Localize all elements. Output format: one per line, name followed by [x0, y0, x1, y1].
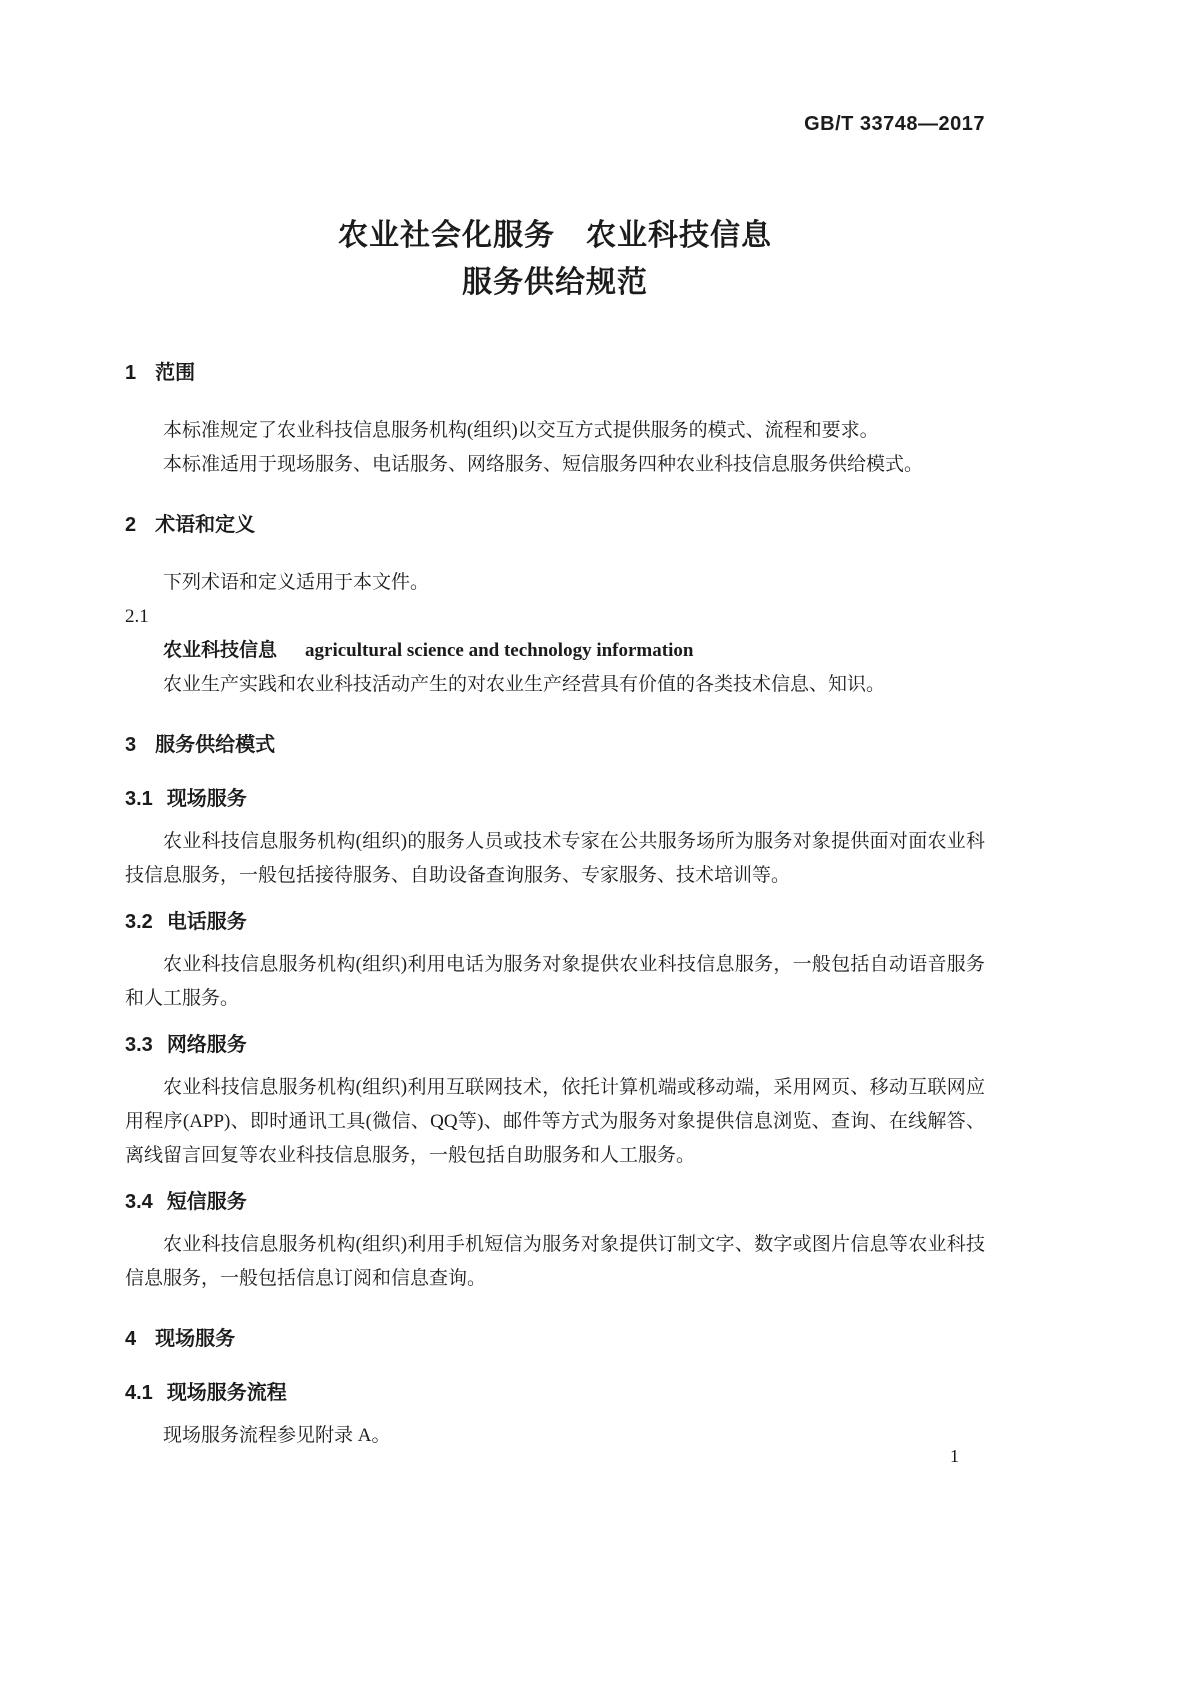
- scope-paragraph-2: 本标准适用于现场服务、电话服务、网络服务、短信服务四种农业科技信息服务供给模式。: [163, 454, 924, 475]
- title-line-2: 服务供给规范: [462, 266, 648, 299]
- section-3-heading: [125, 732, 985, 758]
- subsection-3-4-number: 3.4: [125, 1191, 153, 1213]
- section-3-title: 服务供给模式: [155, 734, 276, 756]
- subsection-3-1-number: 3.1: [125, 788, 153, 810]
- subsection-4-1-title: 现场服务流程: [166, 1382, 287, 1404]
- mode-network-paragraph: 农业科技信息服务机构(组织)利用互联网技术，依托计算机端或移动端，采用网页、移动互联网应用程序(APP)、即时通讯工具(微信、QQ等)、邮件等方式为服务对象提供信息浏览、查询、在线解答、离线留言回复等农业科技信息服务，一般包括自助服务和人工服务。: [125, 1077, 985, 1166]
- section-2-number: 2: [125, 514, 137, 536]
- title-line-1: 农业社会化服务 农业科技信息: [338, 219, 772, 252]
- subsection-3-4-heading: [125, 1189, 985, 1215]
- mode-onsite-paragraph: 农业科技信息服务机构(组织)的服务人员或技术专家在公共服务场所为服务对象提供面对面农业科技信息服务，一般包括接待服务、自助设备查询服务、专家服务、技术培训等。: [125, 831, 985, 886]
- term-english: agricultural science and technology information: [305, 640, 694, 661]
- subsection-3-3-heading: [125, 1032, 985, 1058]
- mode-phone-paragraph: 农业科技信息服务机构(组织)利用电话为服务对象提供农业科技信息服务，一般包括自动语音服务和人工服务。: [125, 954, 985, 1009]
- subsection-3-4-title: 短信服务: [166, 1191, 247, 1213]
- section-1-title: 范围: [155, 362, 196, 384]
- term-chinese: 农业科技信息: [163, 640, 278, 661]
- terms-intro-paragraph: 下列术语和定义适用于本文件。: [163, 572, 430, 593]
- subsection-3-1-title: 现场服务: [166, 788, 247, 810]
- section-3-number: 3: [125, 734, 137, 756]
- subsection-3-2-title: 电话服务: [166, 911, 247, 933]
- subsection-3-3-title: 网络服务: [166, 1034, 247, 1056]
- term-entry: [125, 634, 985, 668]
- section-4-title: 现场服务: [155, 1328, 236, 1350]
- subsection-3-2-heading: [125, 909, 985, 935]
- section-4-number: 4: [125, 1328, 137, 1350]
- document-title: [125, 212, 985, 306]
- onsite-flow-paragraph: 现场服务流程参见附录 A。: [163, 1425, 391, 1446]
- scope-paragraph-1: 本标准规定了农业科技信息服务机构(组织)以交互方式提供服务的模式、流程和要求。: [163, 420, 879, 441]
- section-2-title: 术语和定义: [155, 514, 256, 536]
- term-definition: 农业生产实践和农业科技活动产生的对农业生产经营具有价值的各类技术信息、知识。: [163, 674, 886, 695]
- term-clause-number: 2.1: [125, 606, 149, 627]
- subsection-3-3-number: 3.3: [125, 1034, 153, 1056]
- mode-sms-paragraph: 农业科技信息服务机构(组织)利用手机短信为服务对象提供订制文字、数字或图片信息等农业科技信息服务，一般包括信息订阅和信息查询。: [125, 1234, 985, 1289]
- standard-number: GB/T 33748—2017: [804, 113, 985, 135]
- section-4-heading: [125, 1326, 985, 1352]
- section-1-heading: [125, 360, 985, 386]
- section-1-number: 1: [125, 362, 137, 384]
- subsection-4-1-number: 4.1: [125, 1382, 153, 1404]
- subsection-3-2-number: 3.2: [125, 911, 153, 933]
- page-content: [125, 0, 985, 1453]
- section-2-heading: [125, 512, 985, 538]
- subsection-4-1-heading: [125, 1380, 985, 1406]
- subsection-3-1-heading: [125, 786, 985, 812]
- page-number: 1: [950, 1446, 959, 1466]
